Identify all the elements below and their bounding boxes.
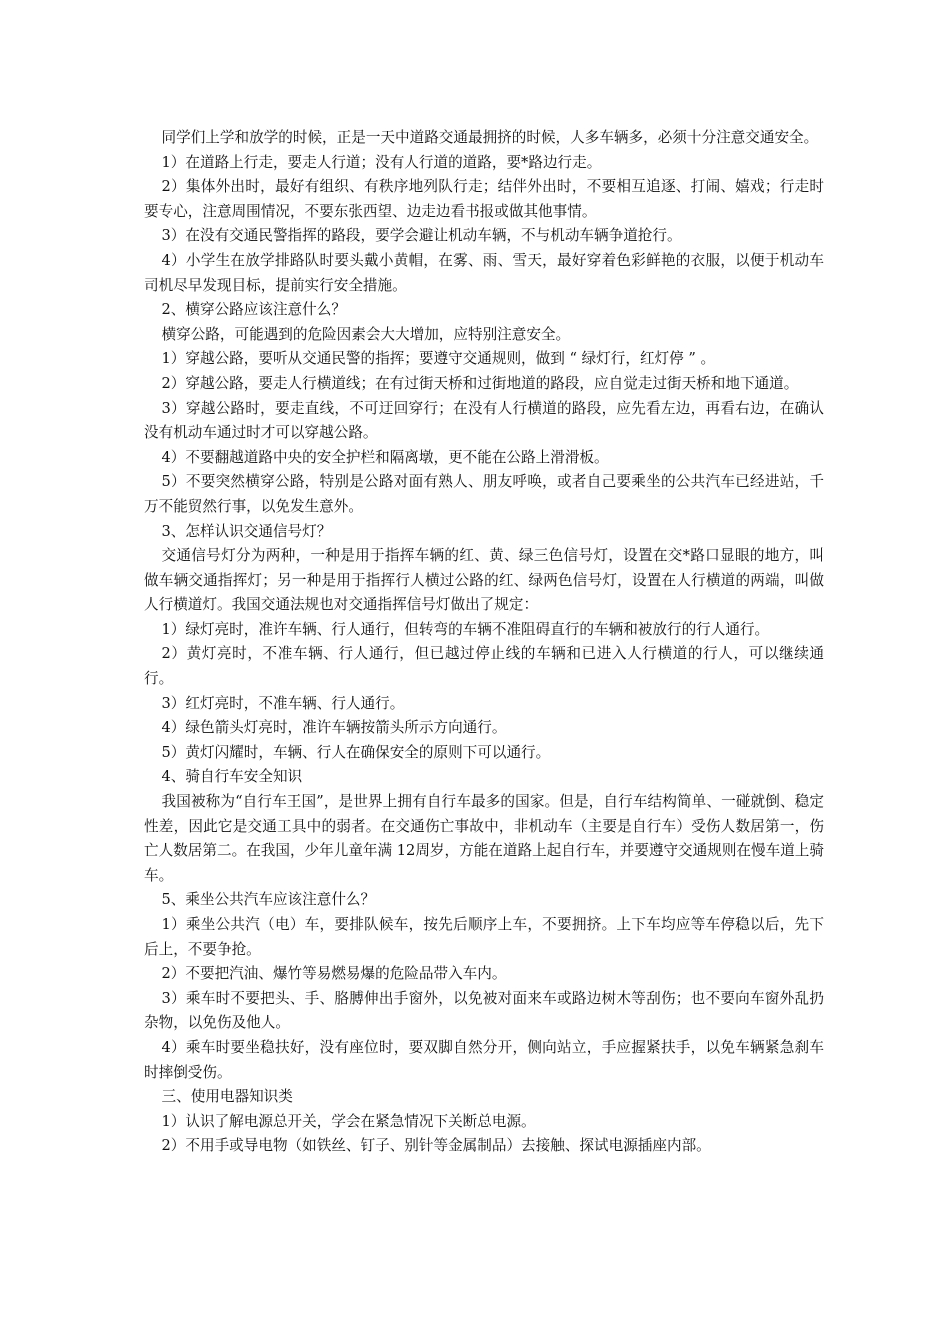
crossing-rule-4: 4）不要翻越道路中央的安全护栏和隔离墩，更不能在公路上滑滑板。 (161, 448, 609, 466)
walking-rule-2: 2）集体外出时，最好有组织、有秩序地列队行走；结伴外出时，不要相互追逐、打闹、嬉戏；行走时要专心，注意周围情况，不要东张西望、边走边看书报或做其他事情。 (144, 178, 824, 220)
electrical-rule-2: 2）不用手或导电物（如铁丝、钉子、别针等金属制品）去接触、探试电源插座内部。 (161, 1137, 711, 1155)
section-heading-signals: 3、怎样认识交通信号灯？ (161, 522, 332, 540)
crossing-rule-5: 5）不要突然横穿公路，特别是公路对面有熟人、朋友呼唤，或者自己要乘坐的公共汽车已经进站，千万不能贸然行事，以免发生意外。 (144, 473, 824, 515)
signals-intro: 交通信号灯分为两种，一种是用于指挥车辆的红、黄、绿三色信号灯，设置在交*路口显眼的地方，叫做车辆交通指挥灯；另一种是用于指挥行人横过公路的红、绿两色信号灯，设置在人行横道的两端，叫做人行横道灯。我国交通法规也对交通指挥信号灯做出了规定： (144, 547, 824, 614)
signal-rule-1: 1）绿灯亮时，准许车辆、行人通行，但转弯的车辆不准阻碍直行的车辆和被放行的行人通行。 (161, 620, 770, 638)
crossing-rule-3: 3）穿越公路时，要走直线，不可迂回穿行；在没有人行横道的路段，应先看左边，再看右边，在确认没有机动车通过时才可以穿越公路。 (144, 399, 824, 442)
signal-rule-4: 4）绿色箭头灯亮时，准许车辆按箭头所示方向通行。 (161, 719, 507, 737)
intro-paragraph: 同学们上学和放学的时候，正是一天中道路交通最拥挤的时候，人多车辆多，必须十分注意交通安全。 (161, 129, 819, 146)
signal-rule-5: 5）黄灯闪耀时，车辆、行人在确保安全的原则下可以通行。 (161, 743, 551, 761)
section-heading-electrical: 三、使用电器知识类 (161, 1088, 293, 1106)
electrical-rule-1: 1）认识了解电源总开关，学会在紧急情况下关断总电源。 (161, 1112, 536, 1130)
document-body (144, 126, 824, 1159)
bus-rule-2: 2）不要把汽油、爆竹等易燃易爆的危险品带入车内。 (161, 965, 507, 983)
crossing-rule-2: 2）穿越公路，要走人行横道线；在有过街天桥和过街地道的路段，应自觉走过街天桥和地下通道。 (161, 374, 799, 392)
crossing-rule-1: 1）穿越公路，要听从交通民警的指挥；要遵守交通规则，做到 “ 绿灯行，红灯停 ” 。 (161, 350, 716, 368)
section-heading-bus: 5、乘坐公共汽车应该注意什么？ (161, 891, 376, 909)
bus-rule-1: 1）乘坐公共汽（电）车，要排队候车，按先后顺序上车，不要拥挤。上下车均应等车停稳以后，先下后上，不要争抢。 (144, 916, 824, 958)
signal-rule-3: 3）红灯亮时，不准车辆、行人通行。 (161, 694, 405, 712)
bus-rule-4: 4）乘车时要坐稳扶好，没有座位时，要双脚自然分开，侧向站立，手应握紧扶手，以免车辆紧急刹车时摔倒受伤。 (144, 1038, 824, 1081)
walking-rule-3: 3）在没有交通民警指挥的路段，要学会避让机动车辆，不与机动车辆争道抢行。 (161, 227, 682, 245)
walking-rule-1: 1）在道路上行走，要走人行道；没有人行道的道路，要*路边行走。 (161, 153, 602, 171)
crossing-intro: 横穿公路，可能遇到的危险因素会大大增加，应特别注意安全。 (161, 325, 571, 343)
section-heading-crossing: 2、横穿公路应该注意什么？ (161, 301, 346, 319)
bus-rule-3: 3）乘车时不要把头、手、胳膊伸出手窗外，以免被对面来车或路边树木等刮伤；也不要向车窗外乱扔杂物，以免伤及他人。 (144, 989, 824, 1032)
section-heading-bicycle: 4、骑自行车安全知识 (161, 768, 303, 786)
signal-rule-2: 2）黄灯亮时，不准车辆、行人通行，但已越过停止线的车辆和已进入人行横道的行人，可以继续通行。 (144, 645, 824, 688)
walking-rule-4: 4）小学生在放学排路队时要头戴小黄帽，在雾、雨、雪天，最好穿着色彩鲜艳的衣服，以便于机动车司机尽早发现目标，提前实行安全措施。 (144, 251, 824, 294)
bicycle-paragraph: 我国被称为“自行车王国”，是世界上拥有自行车最多的国家。但是，自行车结构简单、一碰就倒、稳定性差，因此它是交通工具中的弱者。在交通伤亡事故中，非机动车（主要是自行车）受伤人数居第一，伤亡人数居第二。在我国，少年儿童年满 12周岁，方能在道路上起自行车，并要遵守交通规则在慢车道上骑车。 (144, 793, 824, 884)
